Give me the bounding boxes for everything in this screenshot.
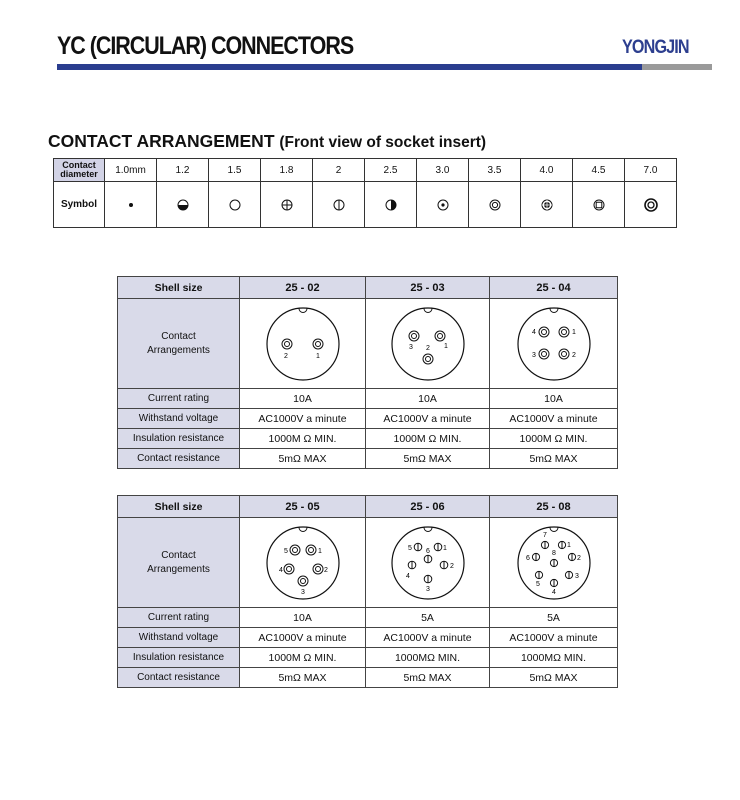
contact-diameter-header-line2: diameter — [60, 169, 98, 179]
value-cell: AC1000V a minute — [366, 628, 490, 648]
value-cell: 5mΩ MAX — [240, 668, 366, 688]
symbol-cell — [365, 182, 417, 228]
row-label: Withstand voltage — [118, 628, 240, 648]
pin-number: 4 — [405, 572, 410, 580]
pin-number: 4 — [551, 588, 556, 596]
row-label: Insulation resistance — [118, 648, 240, 668]
arrangement-cell — [366, 299, 490, 389]
shell-size-col: 25 - 04 — [490, 277, 618, 299]
pin-number: 3 — [425, 585, 430, 593]
value-cell: 10A — [490, 389, 618, 409]
arrangement-cell — [490, 299, 618, 389]
diameter-cell: 4.0 — [521, 159, 573, 182]
diameter-cell: 2 — [313, 159, 365, 182]
arrangement-label-line1: Contact — [161, 549, 196, 561]
value-cell: AC1000V a minute — [240, 409, 366, 429]
value-cell: 1000M Ω MIN. — [240, 429, 366, 449]
pin-number: 5 — [535, 580, 540, 588]
shell-size-col: 25 - 05 — [240, 496, 366, 518]
half-black-circle-icon — [384, 198, 398, 212]
contact-resistance-row — [118, 668, 618, 688]
shell-size-col: 25 - 08 — [490, 496, 618, 518]
pin-number: 1 — [442, 544, 447, 552]
withstand-voltage-row — [118, 628, 618, 648]
arrangement-label — [118, 518, 240, 608]
diameter-cell: 3.5 — [469, 159, 521, 182]
symbol-cell — [521, 182, 573, 228]
value-cell: 5A — [490, 608, 618, 628]
connector-25-05-diagram — [263, 523, 343, 603]
section-title-main: CONTACT ARRANGEMENT — [48, 131, 275, 151]
symbol-row — [54, 182, 677, 228]
arrangement-label-line2: Arrangements — [147, 563, 210, 575]
double-circle-icon — [488, 198, 502, 212]
row-label: Current rating — [118, 608, 240, 628]
diameter-cell: 3.0 — [417, 159, 469, 182]
arrangement-cell — [490, 518, 618, 608]
insulation-resistance-row — [118, 648, 618, 668]
pin-number: 2 — [449, 562, 454, 570]
value-cell: AC1000V a minute — [490, 628, 618, 648]
arrangement-row — [118, 299, 618, 389]
connector-25-03-diagram — [388, 304, 468, 384]
value-cell: AC1000V a minute — [240, 628, 366, 648]
vertical-line-circle-icon — [332, 198, 346, 212]
diameter-cell: 1.0mm — [105, 159, 157, 182]
page-title: YC (CIRCULAR) CONNECTORS — [57, 32, 354, 60]
pin-number: 2 — [571, 351, 576, 359]
rounded-square-circle-icon — [592, 198, 606, 212]
shell-size-col: 25 - 06 — [366, 496, 490, 518]
symbol-cell — [313, 182, 365, 228]
value-cell: 10A — [240, 389, 366, 409]
value-cell: 5mΩ MAX — [366, 668, 490, 688]
connector-25-08-diagram — [514, 523, 594, 603]
pin-number: 3 — [574, 572, 579, 580]
diameter-cell: 4.5 — [573, 159, 625, 182]
pin-number: 2 — [425, 344, 430, 352]
value-cell: 1000M Ω MIN. — [366, 429, 490, 449]
section-title — [48, 131, 486, 152]
header-rule-gray — [642, 64, 712, 70]
pin-number: 5 — [407, 544, 412, 552]
pin-number: 3 — [531, 351, 536, 359]
value-cell: 5mΩ MAX — [366, 449, 490, 469]
symbol-cell — [157, 182, 209, 228]
pin-number: 1 — [315, 352, 320, 360]
shell-size-header: Shell size — [118, 277, 240, 299]
value-cell: 5mΩ MAX — [490, 668, 618, 688]
value-cell: 1000M Ω MIN. — [240, 648, 366, 668]
contact-diameter-header — [54, 159, 105, 182]
row-label: Contact resistance — [118, 449, 240, 469]
dot-icon — [124, 198, 138, 212]
shell-size-table-1 — [117, 276, 618, 469]
shell-size-col: 25 - 02 — [240, 277, 366, 299]
symbol-cell — [573, 182, 625, 228]
pin-number: 1 — [566, 541, 571, 549]
symbol-cell — [209, 182, 261, 228]
diameter-cell: 1.8 — [261, 159, 313, 182]
filled-cross-circle-icon — [540, 198, 554, 212]
pin-number: 5 — [283, 547, 288, 555]
pin-number: 4 — [278, 566, 283, 574]
pin-number: 8 — [551, 549, 556, 557]
shell-size-header: Shell size — [118, 496, 240, 518]
diameter-cell: 2.5 — [365, 159, 417, 182]
symbol-cell — [625, 182, 677, 228]
value-cell: 5mΩ MAX — [490, 449, 618, 469]
value-cell: 5mΩ MAX — [240, 449, 366, 469]
value-cell: 5A — [366, 608, 490, 628]
value-cell: AC1000V a minute — [490, 409, 618, 429]
symbol-header: Symbol — [54, 182, 105, 228]
diameter-row — [54, 159, 677, 182]
center-dot-circle-icon — [436, 198, 450, 212]
shell-size-table-2 — [117, 495, 618, 688]
pin-number: 2 — [576, 554, 581, 562]
arrangement-label — [118, 299, 240, 389]
arrangement-row — [118, 518, 618, 608]
crossed-circle-icon — [280, 198, 294, 212]
diameter-cell: 7.0 — [625, 159, 677, 182]
shell-size-row — [118, 277, 618, 299]
value-cell: 10A — [240, 608, 366, 628]
current-rating-row — [118, 389, 618, 409]
connector-25-02-diagram — [263, 304, 343, 384]
contact-diameter-header-line1: Contact — [62, 160, 96, 170]
brand-logo: YONGJIN — [622, 37, 689, 58]
pin-number: 3 — [408, 343, 413, 351]
arrangement-cell — [366, 518, 490, 608]
diameter-cell: 1.5 — [209, 159, 261, 182]
arrangement-cell — [240, 518, 366, 608]
diameter-cell: 1.2 — [157, 159, 209, 182]
pin-number: 1 — [443, 342, 448, 350]
row-label: Contact resistance — [118, 668, 240, 688]
symbol-cell — [417, 182, 469, 228]
header-rule-blue — [57, 64, 642, 70]
value-cell: 10A — [366, 389, 490, 409]
section-subtitle: (Front view of socket insert) — [279, 134, 487, 151]
pin-number: 4 — [531, 328, 536, 336]
arrangement-label-line2: Arrangements — [147, 344, 210, 356]
connector-25-04-diagram — [514, 304, 594, 384]
value-cell: AC1000V a minute — [366, 409, 490, 429]
connector-25-06-diagram — [388, 523, 468, 603]
symbol-cell — [105, 182, 157, 228]
shell-size-col: 25 - 03 — [366, 277, 490, 299]
value-cell: 1000M Ω MIN. — [490, 429, 618, 449]
empty-circle-icon — [228, 198, 242, 212]
shell-size-row — [118, 496, 618, 518]
row-label: Insulation resistance — [118, 429, 240, 449]
pin-number: 6 — [525, 554, 530, 562]
insulation-resistance-row — [118, 429, 618, 449]
pin-number: 2 — [323, 566, 328, 574]
row-label: Current rating — [118, 389, 240, 409]
row-label: Withstand voltage — [118, 409, 240, 429]
current-rating-row — [118, 608, 618, 628]
pin-number: 2 — [283, 352, 288, 360]
contact-symbol-table — [53, 158, 677, 228]
half-filled-circle-icon — [176, 198, 190, 212]
arrangement-label-line1: Contact — [161, 330, 196, 342]
value-cell: 1000MΩ MIN. — [490, 648, 618, 668]
symbol-cell — [469, 182, 521, 228]
pin-number: 1 — [571, 328, 576, 336]
pin-number: 1 — [317, 547, 322, 555]
pin-number: 3 — [300, 588, 305, 596]
value-cell: 1000MΩ MIN. — [366, 648, 490, 668]
arrangement-cell — [240, 299, 366, 389]
withstand-voltage-row — [118, 409, 618, 429]
thick-double-circle-icon — [643, 197, 659, 213]
symbol-cell — [261, 182, 313, 228]
contact-resistance-row — [118, 449, 618, 469]
pin-number: 7 — [542, 531, 547, 539]
pin-number: 6 — [425, 547, 430, 555]
